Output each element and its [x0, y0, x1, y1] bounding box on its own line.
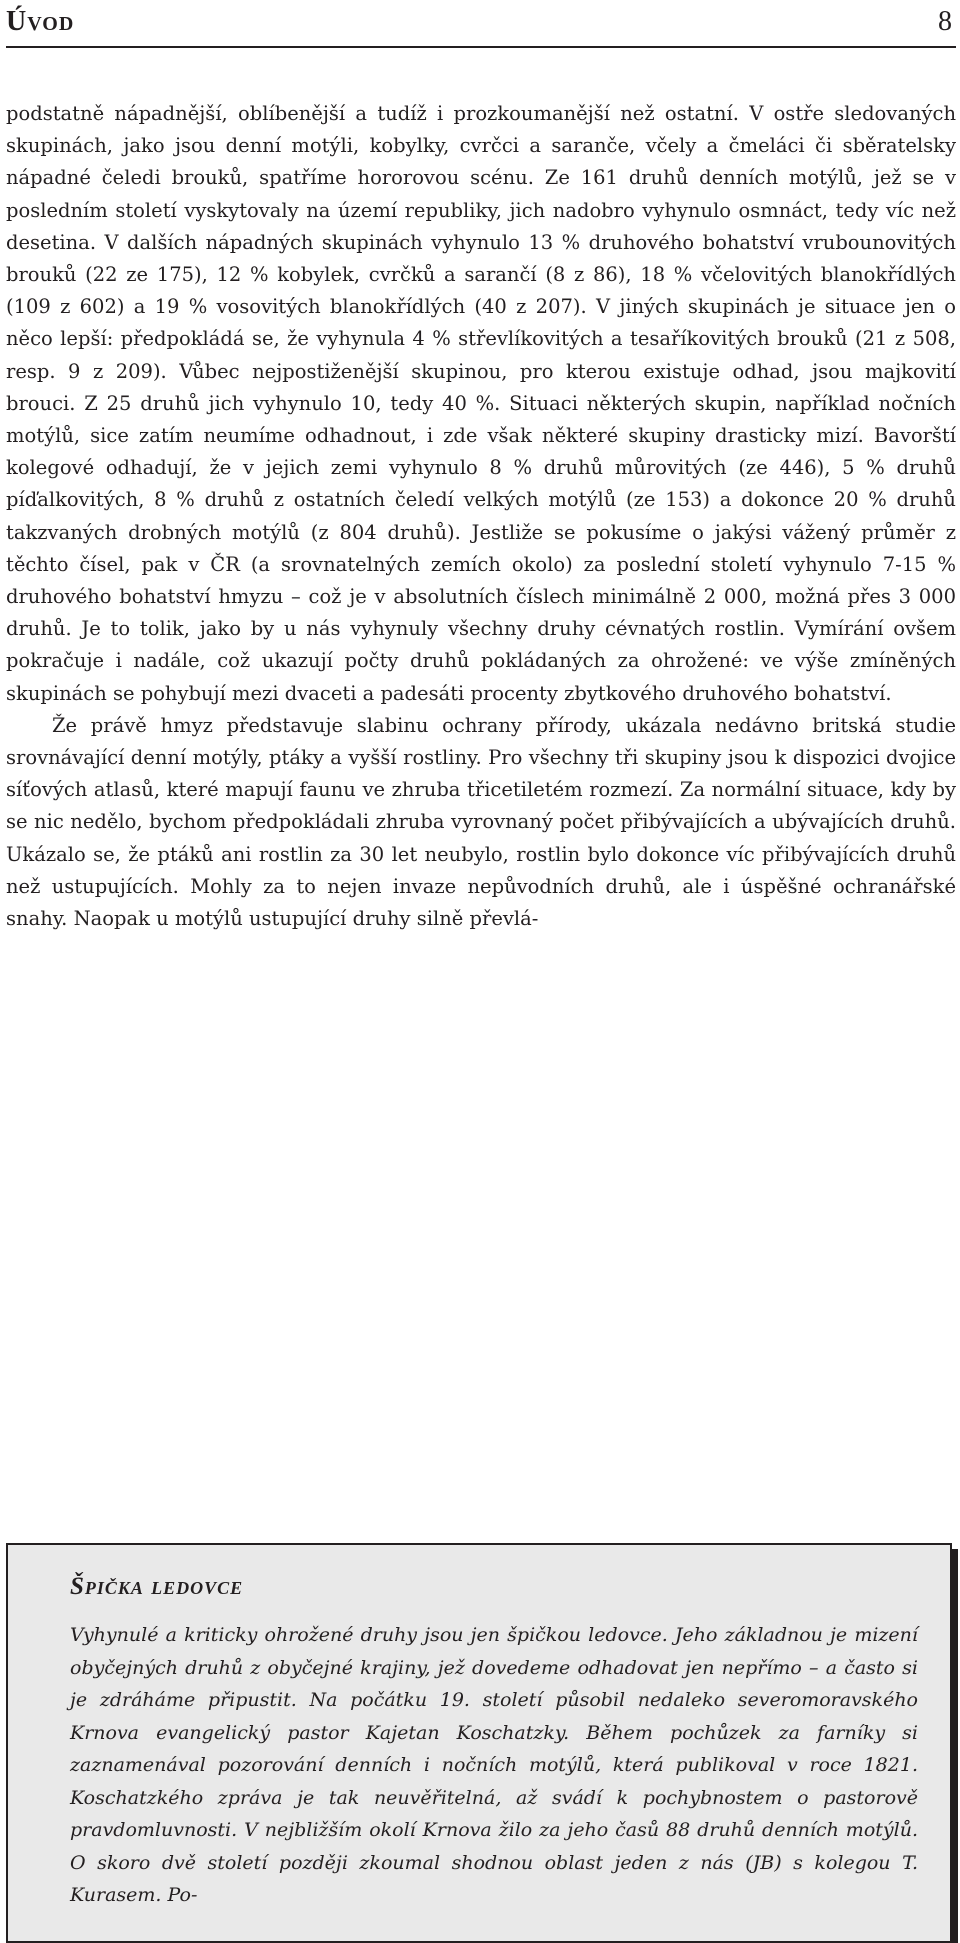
sidebar-box: [6, 1543, 952, 1943]
box-text: Vyhynulé a kriticky ohrožené druhy jsou jen špičkou ledovce. Jeho základnou je mizení obyčejných druhů z obyčejné krajiny, jež dovedeme odhadovat jen nepřímo – a často si je zdráháme připustit. Na počátku 19. století působil nedaleko severomoravského Krnova evangelický pastor Kajetan Koschatzky. Během pochůzek za farníky si zaznamenával pozorování denních i nočních motýlů, která publikoval v roce 1821. Koschatzkého zpráva je tak neuvěřitelná, až svádí k pochybnostem o pastorově pravdomluvnosti. V nejbližším okolí Krnova žilo za jeho časů 88 druhů denních motýlů. O skoro dvě století později zkoumal shodnou oblast jeden z nás (JB) s kolegou T. Kurasem. Po-: [70, 1624, 918, 1906]
paragraph: podstatně nápadnější, oblíbenější a tudíž i prozkoumanější než ostatní. V ostře sledovaných skupinách, jako jsou denní motýli, kobylky, cvrčci a saranče, včely a čmeláci či sběratelsky nápadné čeledi brouků, spatříme hororovou scénu. Ze 161 druhů denních motýlů, jež se v posledním století vyskytovaly na území republiky, jich nadobro vyhynulo osmnáct, tedy víc než desetina. V dalších nápadných skupinách vyhynulo 13 % druhového bohatství vrubounovitých brouků (22 ze 175), 12 % kobylek, cvrčků a sarančí (8 z 86), 18 % včelovitých blanokřídlých (109 z 602) a 19 % vosovitých blanokřídlých (40 z 207). V jiných skupinách je situace jen o něco lepší: předpokládá se, že vyhynula 4 % střevlíkovitých a tesaříkovitých brouků (21 z 508, resp. 9 z 209). Vůbec nejpostiženější skupinou, pro kterou existuje odhad, jsou majkovití brouci. Z 25 druhů jich vyhynulo 10, tedy 40 %. Situaci některých skupin, například nočních motýlů, sice zatím neumíme odhadnout, i zde však některé skupiny drasticky mizí. Bavorští kolegové odhadují, že v jejich zemi vyhynulo 8 % druhů můrovitých (ze 446), 5 % druhů píďalkovitých, 8 % druhů z ostatních čeledí velkých motýlů (ze 153) a dokonce 20 % druhů takzvaných drobných motýlů (z 804 druhů). Jestliže se pokusíme o jakýsi vážený průměr z těchto čísel, pak v ČR (a srovnatelných zemích okolo) za poslední století vyhynulo 7-15 % druhového bohatství hmyzu – což je v absolutních číslech minimálně 2 000, možná přes 3 000 druhů. Je to tolik, jako by u nás vyhynuly všechny druhy cévnatých rostlin. Vymírání ovšem pokračuje i nadále, což ukazují počty druhů pokládaných za ohrožené: ve výše zmíněných skupinách se pohybují mezi dvaceti a padesáti procenty zbytkového druhového bohatství.: [6, 102, 956, 705]
main-text: [6, 98, 956, 935]
paragraph: Že právě hmyz představuje slabinu ochrany přírody, ukázala nedávno britská studie srovnávající denní motýly, ptáky a vyšší rostliny. Pro všechny tři skupiny jsou k dispozici dvojice síťových atlasů, které mapují faunu ve zhruba třicetiletém rozmezí. Za normální situace, kdy by se nic nedělo, bychom předpokládali zhruba vyrovnaný počet přibývajících a ubývajících druhů. Ukázalo se, že ptáků ani rostlin za 30 let neubylo, rostlin bylo dokonce víc přibývajících druhů než ustupujících. Mohly za to nejen invaze nepůvodních druhů, ale i úspěšné ochranářské snahy. Naopak u motýlů ustupující druhy silně převlá-: [6, 713, 956, 931]
page-header: [6, 0, 956, 48]
running-head: Úvod: [6, 6, 75, 37]
box-title: Špička ledovce: [70, 1573, 244, 1600]
page-number: 8: [938, 6, 952, 37]
